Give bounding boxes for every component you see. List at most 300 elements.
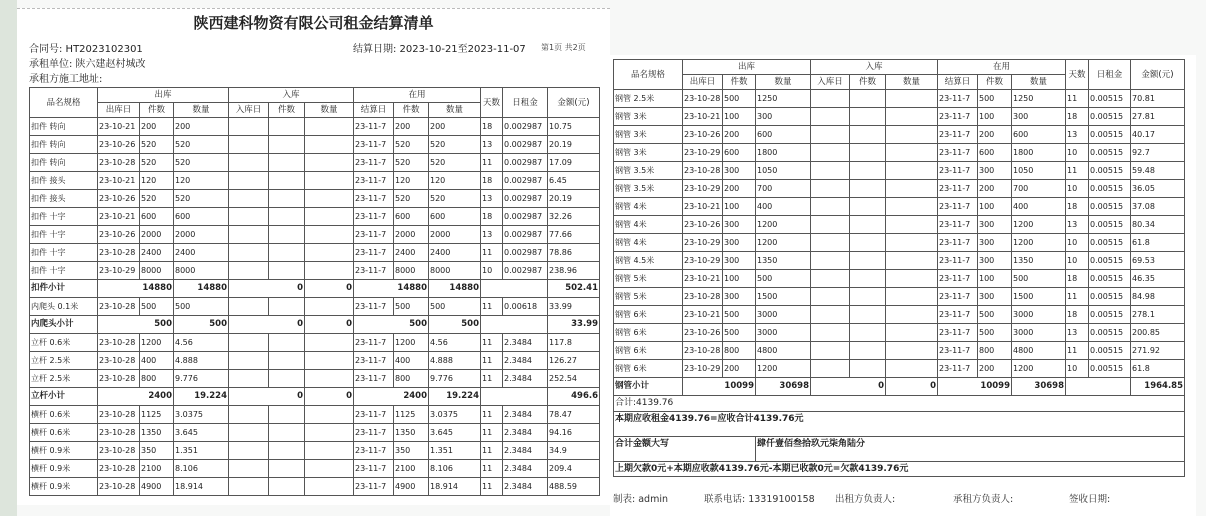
table-cell: 9.776 <box>174 370 229 388</box>
table-cell <box>811 162 850 180</box>
table-cell: 1350 <box>1012 252 1066 270</box>
table-cell: 520 <box>174 154 229 172</box>
table-cell <box>811 198 850 216</box>
table-cell: 23-11-7 <box>938 306 978 324</box>
table-cell: 11 <box>1066 342 1089 360</box>
table-cell <box>229 226 269 244</box>
table-cell: 18 <box>481 172 503 190</box>
table-cell <box>305 370 354 388</box>
table-cell: 11 <box>481 478 503 496</box>
table-cell <box>811 342 850 360</box>
table-cell: 0.002987 <box>503 226 548 244</box>
table-cell: 40.17 <box>1131 126 1185 144</box>
lessee-unit: 承租单位: 陕六建赵村城改 <box>29 59 146 70</box>
table-cell <box>269 190 305 208</box>
table-cell: 10 <box>1066 144 1089 162</box>
table-cell: 4900 <box>140 478 174 496</box>
table-row <box>30 298 600 316</box>
table-cell: 500 <box>978 90 1012 108</box>
table-cell: 0.00515 <box>1089 180 1131 198</box>
table-cell: 488.59 <box>548 478 600 496</box>
table-cell: 20.19 <box>548 190 600 208</box>
table-cell <box>850 126 886 144</box>
table-cell: 1200 <box>756 360 811 378</box>
table-cell: 1050 <box>1012 162 1066 180</box>
table-cell: 200 <box>723 180 756 198</box>
table-cell: 700 <box>1012 180 1066 198</box>
table-cell: 23-11-7 <box>354 190 394 208</box>
table-cell: 23-11-7 <box>938 288 978 306</box>
table-cell: 1200 <box>140 334 174 352</box>
subtotal-cell <box>1066 378 1131 396</box>
header-out-qty: 数量 <box>756 75 811 90</box>
table-cell: 10 <box>1066 360 1089 378</box>
table-row <box>30 190 600 208</box>
table-cell: 4800 <box>1012 342 1066 360</box>
table-cell <box>886 342 938 360</box>
table-cell: 300 <box>723 288 756 306</box>
table-cell <box>886 306 938 324</box>
header-out-pieces: 件数 <box>723 75 756 90</box>
table-cell: 0.00515 <box>1089 306 1131 324</box>
table-cell: 23-11-7 <box>354 460 394 478</box>
table-cell: 2.3484 <box>503 460 548 478</box>
table-cell: 8000 <box>174 262 229 280</box>
table-cell: 横杆 0.6米 <box>30 424 98 442</box>
table-cell: 400 <box>140 352 174 370</box>
table-cell <box>269 226 305 244</box>
table-cell: 23-10-28 <box>98 370 140 388</box>
table-row <box>30 352 600 370</box>
table-cell: 300 <box>978 162 1012 180</box>
table-cell: 350 <box>140 442 174 460</box>
subtotal-cell: 2400 <box>354 388 429 406</box>
table-cell: 600 <box>756 126 811 144</box>
table-header <box>614 60 1185 90</box>
table-cell <box>886 288 938 306</box>
table-cell: 23-11-7 <box>354 478 394 496</box>
subtotal-cell: 500 <box>98 316 174 334</box>
table-cell <box>305 406 354 424</box>
subtotal-row <box>30 388 600 406</box>
subtotal-cell: 0 <box>811 378 886 396</box>
table-cell <box>269 460 305 478</box>
table-cell <box>305 226 354 244</box>
table-cell: 23-11-7 <box>938 252 978 270</box>
header-out: 出库 <box>683 60 811 75</box>
table-cell <box>305 352 354 370</box>
table-cell: 23-11-7 <box>354 154 394 172</box>
table-cell <box>269 262 305 280</box>
table-cell: 17.09 <box>548 154 600 172</box>
table-cell: 23-11-7 <box>354 352 394 370</box>
table-cell: 13 <box>1066 324 1089 342</box>
table-cell <box>811 270 850 288</box>
table-cell <box>269 478 305 496</box>
table-cell: 0.002987 <box>503 190 548 208</box>
header-rate: 日租金 <box>503 88 548 118</box>
table-cell: 700 <box>756 180 811 198</box>
table-cell: 61.8 <box>1131 234 1185 252</box>
footer-phone: 联系电话: 13319100158 <box>704 494 815 505</box>
table-row <box>30 478 600 496</box>
table-cell <box>305 298 354 316</box>
table-cell: 23-10-28 <box>98 154 140 172</box>
table-cell: 23-10-28 <box>98 406 140 424</box>
table-cell: 23-10-29 <box>683 360 723 378</box>
table-cell: 13 <box>1066 126 1089 144</box>
table-cell: 117.8 <box>548 334 600 352</box>
table-cell <box>229 298 269 316</box>
subtotal-cell <box>481 388 548 406</box>
table-row <box>614 270 1185 288</box>
table-cell: 立杆 0.6米 <box>30 334 98 352</box>
table-cell: 200 <box>429 118 481 136</box>
table-cell: 20.19 <box>548 136 600 154</box>
subtotal-cell: 0 <box>305 280 354 298</box>
table-cell: 23-10-21 <box>98 118 140 136</box>
table-cell <box>269 154 305 172</box>
table-cell <box>305 244 354 262</box>
table-cell: 300 <box>723 234 756 252</box>
table-cell: 600 <box>1012 126 1066 144</box>
table-cell: 23-11-7 <box>938 324 978 342</box>
table-cell <box>229 190 269 208</box>
table-cell: 0.00515 <box>1089 234 1131 252</box>
table-row <box>614 288 1185 306</box>
table-cell: 18 <box>1066 270 1089 288</box>
subtotal-cell: 502.41 <box>548 280 600 298</box>
table-cell: 2.3484 <box>503 334 548 352</box>
table-cell: 350 <box>394 442 429 460</box>
table-cell <box>269 136 305 154</box>
table-cell: 23-10-28 <box>683 288 723 306</box>
table-cell: 23-11-7 <box>938 126 978 144</box>
table-cell <box>229 118 269 136</box>
table-cell: 23-10-21 <box>683 270 723 288</box>
table-row <box>30 334 600 352</box>
table-cell <box>886 180 938 198</box>
table-cell: 500 <box>1012 270 1066 288</box>
table-cell: 0.00515 <box>1089 324 1131 342</box>
table-cell: 600 <box>429 208 481 226</box>
table-cell: 钢管 5米 <box>614 288 683 306</box>
table-cell: 500 <box>978 306 1012 324</box>
table-cell: 520 <box>174 136 229 154</box>
subtotal-cell: 0 <box>305 316 354 334</box>
table-cell: 2.3484 <box>503 478 548 496</box>
table-cell: 11 <box>481 460 503 478</box>
table-row <box>30 262 600 280</box>
table-cell <box>850 360 886 378</box>
contract-number: 合同号: HT2023102301 <box>29 44 143 55</box>
table-cell <box>850 342 886 360</box>
table-cell: 钢管 6米 <box>614 342 683 360</box>
table-cell: 11 <box>481 424 503 442</box>
table-cell: 钢管 3.5米 <box>614 162 683 180</box>
table-cell: 钢管 6米 <box>614 306 683 324</box>
footer-lessor-rep: 出租方负责人: <box>835 494 896 505</box>
table-cell: 钢管 4米 <box>614 216 683 234</box>
table-row <box>614 162 1185 180</box>
table-cell: 11 <box>1066 90 1089 108</box>
table-cell: 18 <box>1066 198 1089 216</box>
subtotal-cell: 30698 <box>1012 378 1066 396</box>
table-cell: 0.00515 <box>1089 288 1131 306</box>
table-cell: 2000 <box>140 226 174 244</box>
table-cell: 2.3484 <box>503 352 548 370</box>
table-cell: 23-11-7 <box>354 208 394 226</box>
table-cell: 13 <box>481 226 503 244</box>
table-cell: 2.3484 <box>503 406 548 424</box>
table-cell: 23-10-28 <box>98 334 140 352</box>
table-cell <box>886 270 938 288</box>
table-cell: 33.99 <box>548 298 600 316</box>
table-cell: 23-10-29 <box>683 234 723 252</box>
table-cell <box>269 334 305 352</box>
header-use: 在用 <box>354 88 481 103</box>
subtotal-cell: 10099 <box>683 378 756 396</box>
table-cell: 23-10-29 <box>683 180 723 198</box>
table-cell: 1500 <box>1012 288 1066 306</box>
table-cell <box>229 424 269 442</box>
table-cell <box>850 108 886 126</box>
table-cell: 120 <box>394 172 429 190</box>
table-cell: 2400 <box>394 244 429 262</box>
table-cell: 23-11-7 <box>938 270 978 288</box>
table-cell: 500 <box>723 306 756 324</box>
table-cell: 23-11-7 <box>354 424 394 442</box>
table-cell <box>850 198 886 216</box>
table-cell: 209.4 <box>548 460 600 478</box>
table-cell: 11 <box>1066 162 1089 180</box>
table-cell: 2.3484 <box>503 442 548 460</box>
table-cell: 6.45 <box>548 172 600 190</box>
table-cell: 23-11-7 <box>354 334 394 352</box>
table-cell <box>886 198 938 216</box>
table-cell: 23-11-7 <box>938 144 978 162</box>
table-cell: 2000 <box>174 226 229 244</box>
table-cell: 100 <box>978 198 1012 216</box>
table-cell: 300 <box>978 252 1012 270</box>
header-in: 入库 <box>811 60 938 75</box>
table-cell: 11 <box>481 244 503 262</box>
table-cell: 8000 <box>429 262 481 280</box>
table-cell: 1.351 <box>174 442 229 460</box>
table-cell: 23-10-21 <box>683 306 723 324</box>
table-cell: 69.53 <box>1131 252 1185 270</box>
table-cell: 1.351 <box>429 442 481 460</box>
table-cell: 钢管 4.5米 <box>614 252 683 270</box>
table-cell: 23-11-7 <box>938 342 978 360</box>
subtotal-cell: 14880 <box>174 280 229 298</box>
table-cell: 钢管 3.5米 <box>614 180 683 198</box>
uppercase-amount-value: 肆仟壹佰叁拾玖元柒角陆分 <box>756 437 1185 462</box>
table-cell: 4.888 <box>429 352 481 370</box>
table-cell: 23-10-26 <box>683 126 723 144</box>
table-cell <box>886 252 938 270</box>
table-cell: 1350 <box>140 424 174 442</box>
subtotal-row <box>30 280 600 298</box>
header-amount: 金额(元) <box>548 88 600 118</box>
table-cell: 23-11-7 <box>938 108 978 126</box>
table-cell: 10 <box>481 262 503 280</box>
table-cell: 23-10-28 <box>683 162 723 180</box>
table-row <box>30 406 600 424</box>
table-cell: 100 <box>723 108 756 126</box>
table-cell: 500 <box>723 90 756 108</box>
table-row <box>30 172 600 190</box>
subtotal-cell: 500 <box>429 316 481 334</box>
table-cell <box>850 162 886 180</box>
table-row <box>614 180 1185 198</box>
header-use-qty: 数量 <box>1012 75 1066 90</box>
table-cell: 11 <box>481 352 503 370</box>
table-cell: 300 <box>756 108 811 126</box>
subtotal-cell: 19.224 <box>429 388 481 406</box>
summary-section <box>614 396 1185 477</box>
table-cell <box>811 216 850 234</box>
table-cell: 1800 <box>1012 144 1066 162</box>
table-cell: 钢管 4米 <box>614 198 683 216</box>
table-cell <box>811 144 850 162</box>
table-cell: 2100 <box>140 460 174 478</box>
table-cell: 23-10-26 <box>683 324 723 342</box>
table-cell: 扣件 转向 <box>30 136 98 154</box>
table-cell: 520 <box>429 136 481 154</box>
table-cell: 800 <box>978 342 1012 360</box>
table-cell: 1125 <box>394 406 429 424</box>
table-cell: 300 <box>978 234 1012 252</box>
header-days: 天数 <box>481 88 503 118</box>
table-cell: 23-10-21 <box>683 108 723 126</box>
balance-formula: 上期欠款0元+本期应收款4139.76元-本期已收款0元=欠款4139.76元 <box>614 462 1185 477</box>
table-cell <box>886 90 938 108</box>
table-body <box>30 118 600 496</box>
table-cell: 0.00618 <box>503 298 548 316</box>
table-cell: 500 <box>394 298 429 316</box>
table-cell: 23-11-7 <box>354 298 394 316</box>
table-cell: 2400 <box>140 244 174 262</box>
table-cell: 23-10-29 <box>98 262 140 280</box>
table-cell: 11 <box>481 406 503 424</box>
table-cell: 100 <box>723 270 756 288</box>
table-row <box>614 144 1185 162</box>
table-cell: 500 <box>429 298 481 316</box>
footer-maker: 制表: admin <box>613 494 668 505</box>
table-cell: 扣件 十字 <box>30 262 98 280</box>
table-cell <box>886 234 938 252</box>
table-cell <box>269 406 305 424</box>
table-cell: 0.00515 <box>1089 198 1131 216</box>
table-cell <box>229 370 269 388</box>
table-cell: 800 <box>394 370 429 388</box>
subtotal-cell: 0 <box>886 378 938 396</box>
table-cell <box>305 190 354 208</box>
table-cell <box>850 288 886 306</box>
table-cell: 36.05 <box>1131 180 1185 198</box>
table-cell: 1800 <box>756 144 811 162</box>
table-cell: 11 <box>481 298 503 316</box>
table-cell <box>305 208 354 226</box>
table-cell: 400 <box>394 352 429 370</box>
table-cell: 4.56 <box>429 334 481 352</box>
table-cell: 钢管 6米 <box>614 324 683 342</box>
header-in-pieces: 件数 <box>850 75 886 90</box>
table-cell <box>269 424 305 442</box>
table-cell: 300 <box>978 216 1012 234</box>
header-out: 出库 <box>98 88 229 103</box>
grand-total: 合计:4139.76 <box>614 396 1185 412</box>
table-cell: 扣件 接头 <box>30 172 98 190</box>
table-cell <box>229 208 269 226</box>
table-cell: 600 <box>978 144 1012 162</box>
table-row <box>614 342 1185 360</box>
table-cell: 200 <box>978 360 1012 378</box>
table-cell: 520 <box>140 154 174 172</box>
table-cell: 400 <box>756 198 811 216</box>
table-cell: 0.00515 <box>1089 342 1131 360</box>
table-cell: 1350 <box>756 252 811 270</box>
table-cell: 23-11-7 <box>938 180 978 198</box>
table-cell: 520 <box>394 190 429 208</box>
table-row <box>30 226 600 244</box>
table-cell: 0.00515 <box>1089 252 1131 270</box>
table-cell: 23-10-21 <box>98 172 140 190</box>
table-cell: 8000 <box>394 262 429 280</box>
table-cell: 扣件 转向 <box>30 154 98 172</box>
subtotal-cell: 钢管小计 <box>614 378 683 396</box>
table-cell: 0.002987 <box>503 244 548 262</box>
page-2 <box>610 55 1196 516</box>
table-cell: 3.645 <box>174 424 229 442</box>
table-cell: 23-10-28 <box>98 244 140 262</box>
subtotal-cell <box>481 280 548 298</box>
table-cell: 8.106 <box>174 460 229 478</box>
header-in-qty: 数量 <box>886 75 938 90</box>
table-cell: 23-10-29 <box>683 252 723 270</box>
table-row <box>614 252 1185 270</box>
subtotal-cell: 0 <box>229 316 305 334</box>
table-cell: 120 <box>174 172 229 190</box>
table-row <box>614 198 1185 216</box>
table-cell: 46.35 <box>1131 270 1185 288</box>
settlement-date: 结算日期: 2023-10-21至2023-11-07 <box>353 44 526 55</box>
table-cell: 23-11-7 <box>938 216 978 234</box>
table-cell: 2.3484 <box>503 370 548 388</box>
table-cell <box>305 118 354 136</box>
header-settle-date: 结算日 <box>938 75 978 90</box>
table-cell: 4800 <box>756 342 811 360</box>
table-cell <box>850 216 886 234</box>
table-cell: 126.27 <box>548 352 600 370</box>
table-cell: 23-11-7 <box>938 198 978 216</box>
table-cell <box>811 288 850 306</box>
receivable-rent: 本期应收租金4139.76=应收合计4139.76元 <box>614 412 1185 437</box>
table-cell: 300 <box>1012 108 1066 126</box>
table-cell <box>850 270 886 288</box>
table-cell: 内爬头 0.1米 <box>30 298 98 316</box>
table-cell <box>305 460 354 478</box>
table-cell: 520 <box>394 136 429 154</box>
table-cell: 13 <box>481 190 503 208</box>
subtotal-cell: 14880 <box>98 280 174 298</box>
table-cell: 600 <box>394 208 429 226</box>
table-cell: 11 <box>481 334 503 352</box>
table-cell: 300 <box>723 252 756 270</box>
document-title: 陕西建科物资有限公司租金结算清单 <box>193 14 434 32</box>
table-cell: 0.002987 <box>503 262 548 280</box>
